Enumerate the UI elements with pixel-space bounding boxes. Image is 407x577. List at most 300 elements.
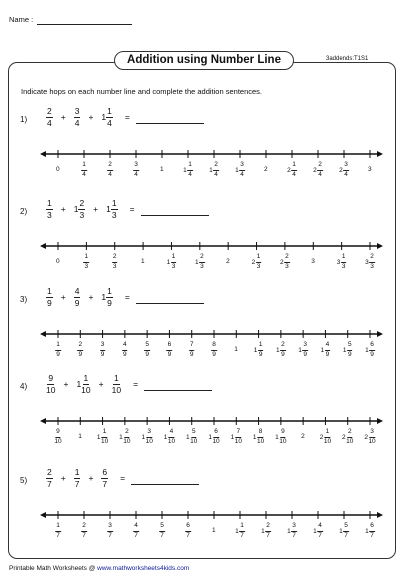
- numerator: 6: [102, 467, 108, 477]
- numerator: 4: [169, 429, 175, 438]
- denominator: 3: [370, 262, 374, 270]
- fraction: [317, 162, 323, 178]
- whole-number: 1: [208, 433, 212, 441]
- denominator: 10: [368, 437, 376, 445]
- denominator: 9: [78, 350, 83, 358]
- denominator: 10: [81, 384, 91, 395]
- worksheet-title: Addition using Number Line: [114, 51, 294, 70]
- whole-number: 1: [253, 346, 258, 354]
- denominator: 4: [107, 117, 112, 128]
- tick-label: [141, 429, 152, 445]
- tick-label: [183, 162, 193, 178]
- tick-label: [107, 523, 113, 539]
- tick-label: [112, 254, 118, 270]
- tick-label: [339, 162, 349, 178]
- fraction: [101, 429, 108, 445]
- denominator: 10: [346, 437, 354, 445]
- denominator: 9: [107, 297, 112, 308]
- answer-blank[interactable]: [141, 215, 209, 216]
- numerator: 5: [343, 523, 349, 532]
- numerator: 6: [369, 523, 375, 532]
- fraction: [54, 429, 61, 445]
- numerator: 1: [171, 254, 177, 263]
- numerator: 1: [102, 429, 108, 438]
- addend: [74, 107, 81, 127]
- tick-label: [55, 342, 61, 358]
- denominator: 9: [212, 350, 216, 358]
- fraction: [368, 429, 375, 445]
- plus-sign: +: [88, 112, 94, 122]
- whole-number: 1: [141, 258, 145, 265]
- arrow-left-icon: [40, 243, 46, 249]
- denominator: 7: [318, 531, 322, 539]
- fraction: [369, 342, 375, 358]
- fraction: [279, 429, 286, 445]
- tick-label: [167, 254, 177, 270]
- numerator: 2: [107, 162, 113, 171]
- fraction: [107, 162, 113, 178]
- fraction: [258, 342, 264, 358]
- denominator: 10: [279, 437, 287, 445]
- fraction: [280, 342, 286, 358]
- equals-sign: =: [120, 473, 126, 483]
- fraction: [213, 162, 219, 178]
- numerator: 1: [187, 162, 193, 171]
- fraction: [46, 287, 53, 307]
- numerator: 1: [256, 254, 262, 263]
- tick-label: [167, 342, 173, 358]
- tick-label: [343, 342, 353, 358]
- denominator: 7: [74, 478, 80, 489]
- plus-sign: +: [88, 292, 94, 302]
- numerator: 1: [341, 254, 347, 263]
- tick-label: [211, 342, 217, 358]
- numerator: 4: [317, 523, 323, 532]
- tick-label: [97, 429, 108, 445]
- fraction: [77, 342, 83, 358]
- denominator: 10: [111, 384, 122, 395]
- fraction: [84, 254, 90, 270]
- whole-number: 1: [252, 433, 257, 441]
- whole-number: 1: [339, 527, 343, 535]
- tick-label: [160, 166, 164, 173]
- plus-sign: +: [88, 473, 94, 483]
- numerator: 3: [369, 429, 375, 438]
- tick-label: [195, 254, 205, 270]
- whole-number: 3: [336, 258, 341, 266]
- numerator: 4: [122, 342, 128, 351]
- numerator: 2: [81, 523, 87, 532]
- problem-number: 1): [20, 115, 28, 124]
- fraction: [317, 523, 323, 539]
- addition-sentence: [46, 468, 199, 488]
- fraction: [133, 523, 139, 539]
- whole-number: 2: [287, 166, 291, 174]
- fraction: [256, 254, 262, 270]
- tick-label: [261, 523, 271, 539]
- number-line[interactable]: [0, 147, 407, 161]
- numerator: 8: [258, 429, 264, 438]
- fraction: [111, 199, 118, 219]
- whole-number: 1: [73, 204, 79, 214]
- fraction: [302, 342, 308, 358]
- fraction: [325, 342, 331, 358]
- numerator: 2: [77, 342, 83, 351]
- tick-label: [252, 254, 262, 270]
- name-label: Name :: [9, 15, 34, 24]
- fraction: [235, 429, 242, 445]
- numerator: 9: [280, 429, 286, 438]
- tick-label: [159, 523, 165, 539]
- numerator: 2: [112, 254, 118, 263]
- whole-number: 1: [101, 292, 107, 302]
- numerator: 1: [47, 286, 52, 296]
- addition-sentence: [46, 107, 204, 127]
- numerator: 3: [146, 429, 152, 438]
- denominator: 4: [47, 117, 52, 128]
- numerator: 2: [124, 429, 130, 438]
- denominator: 3: [285, 262, 289, 270]
- tick-label: [185, 523, 191, 539]
- numerator: 2: [284, 254, 290, 263]
- numerator: 8: [211, 342, 217, 351]
- numerator: 3: [74, 106, 80, 116]
- numerator: 1: [107, 286, 112, 296]
- denominator: 3: [111, 209, 117, 220]
- whole-number: 1: [287, 527, 291, 535]
- tick-label: [365, 254, 375, 270]
- whole-number: 1: [96, 433, 101, 441]
- denominator: 4: [74, 117, 80, 128]
- fraction: [122, 342, 128, 358]
- fraction: [74, 107, 81, 127]
- tick-label: [364, 429, 375, 445]
- problem-number: 2): [20, 207, 28, 216]
- denominator: 9: [74, 297, 80, 308]
- numerator: 7: [189, 342, 195, 351]
- fraction: [144, 342, 150, 358]
- tick-label: [133, 162, 139, 178]
- whole-number: 2: [339, 166, 343, 174]
- addend: [46, 107, 53, 127]
- whole-number: 1: [365, 527, 369, 535]
- arrow-right-icon: [377, 331, 383, 337]
- numerator: 1: [83, 373, 89, 383]
- tick-label: [235, 162, 245, 178]
- addend: [101, 287, 112, 307]
- whole-number: 2: [313, 166, 317, 174]
- plus-sign: +: [93, 204, 99, 214]
- denominator: 10: [101, 437, 109, 445]
- tick-label: [234, 346, 238, 353]
- numerator: 1: [84, 254, 90, 263]
- fraction: [212, 429, 219, 445]
- denominator: 4: [214, 170, 218, 178]
- fraction: [123, 429, 130, 445]
- denominator: 7: [186, 531, 190, 539]
- denominator: 7: [240, 531, 244, 539]
- fraction: [369, 254, 375, 270]
- fraction: [81, 162, 87, 178]
- denominator: 9: [303, 350, 308, 358]
- numerator: 2: [79, 198, 85, 208]
- numerator: 3: [291, 523, 297, 532]
- numerator: 2: [347, 429, 353, 438]
- denominator: 10: [46, 384, 56, 395]
- numerator: 4: [133, 523, 139, 532]
- tick-label: [144, 342, 150, 358]
- tick-label: [264, 166, 268, 173]
- whole-number: 1: [194, 258, 199, 266]
- fraction: [55, 342, 61, 358]
- numerator: 4: [325, 342, 331, 351]
- numerator: 2: [213, 162, 219, 171]
- numerator: 1: [74, 467, 80, 477]
- numerator: 2: [369, 254, 375, 263]
- whole-number: 1: [261, 527, 265, 535]
- equals-sign: =: [124, 112, 130, 122]
- numerator: 6: [213, 429, 219, 438]
- numerator: 1: [107, 106, 112, 116]
- whole-number: 2: [263, 166, 268, 173]
- fraction: [257, 429, 264, 445]
- denominator: 3: [47, 209, 52, 220]
- tick-label: [133, 523, 139, 539]
- numerator: 1: [258, 342, 264, 351]
- whole-number: 2: [319, 433, 324, 441]
- denominator: 7: [134, 531, 138, 539]
- tick-label: [311, 258, 315, 265]
- addend: [76, 374, 90, 394]
- equals-sign: =: [129, 204, 135, 214]
- denominator: 10: [167, 437, 176, 445]
- fraction: [185, 523, 191, 539]
- numerator: 1: [239, 523, 245, 532]
- whole-number: 1: [183, 166, 187, 174]
- fraction: [112, 374, 121, 394]
- numerator: 1: [47, 198, 52, 208]
- footer-brand: Printable Math Worksheets @: [9, 565, 98, 572]
- arrow-left-icon: [40, 418, 46, 424]
- denominator: 10: [123, 437, 131, 445]
- whole-number: 2: [251, 258, 256, 266]
- whole-number: 1: [209, 166, 213, 174]
- addition-sentence: [46, 374, 212, 394]
- tick-label: [337, 254, 347, 270]
- fraction: [324, 429, 331, 445]
- arrow-right-icon: [377, 243, 383, 249]
- whole-number: 1: [141, 433, 146, 441]
- answer-blank[interactable]: [136, 303, 204, 304]
- denominator: 4: [292, 170, 296, 178]
- whole-number: 1: [234, 346, 238, 353]
- tick-label: [287, 162, 297, 178]
- number-line[interactable]: [0, 414, 407, 428]
- footer-url[interactable]: www.mathworksheets4kids.com: [97, 565, 190, 572]
- tick-label: [275, 429, 286, 445]
- fraction: [106, 287, 113, 307]
- number-line[interactable]: [0, 239, 407, 253]
- equals-sign: =: [133, 379, 139, 389]
- name-line[interactable]: [37, 24, 132, 25]
- arrow-right-icon: [377, 512, 383, 518]
- tick-label: [313, 523, 323, 539]
- addition-sentence: [46, 199, 209, 219]
- number-line[interactable]: [0, 327, 407, 341]
- tick-label: [276, 342, 286, 358]
- fraction: [171, 254, 177, 270]
- fraction: [46, 199, 53, 219]
- tick-label: [122, 342, 128, 358]
- number-line[interactable]: [0, 508, 407, 522]
- whole-number: 3: [367, 166, 372, 173]
- denominator: 9: [258, 350, 263, 358]
- answer-blank[interactable]: [136, 123, 204, 124]
- whole-number: 1: [275, 346, 280, 354]
- tick-label: [365, 523, 375, 539]
- fraction: [74, 468, 81, 488]
- tick-label: [119, 429, 130, 445]
- fraction: [81, 523, 87, 539]
- fraction: [291, 162, 297, 178]
- whole-number: 2: [342, 433, 346, 441]
- fraction: [46, 374, 55, 394]
- whole-number: 1: [76, 379, 82, 389]
- fraction: [346, 429, 353, 445]
- denominator: 10: [145, 437, 153, 445]
- denominator: 3: [171, 262, 176, 270]
- fraction: [343, 523, 349, 539]
- plus-sign: +: [60, 292, 66, 302]
- addend: [101, 107, 112, 127]
- plus-sign: +: [98, 379, 104, 389]
- addend: [46, 468, 53, 488]
- whole-number: 3: [365, 258, 369, 266]
- fraction: [159, 523, 165, 539]
- fraction: [211, 342, 217, 358]
- fraction: [343, 162, 349, 178]
- fraction: [369, 523, 375, 539]
- answer-blank[interactable]: [144, 390, 212, 391]
- whole-number: 1: [211, 527, 216, 534]
- problem-number: 3): [20, 295, 28, 304]
- fraction: [239, 523, 245, 539]
- denominator: 10: [323, 437, 332, 445]
- numerator: 2: [317, 162, 323, 171]
- numerator: 7: [236, 429, 242, 438]
- problem-number: 5): [20, 476, 28, 485]
- denominator: 4: [344, 170, 348, 178]
- numerator: 9: [48, 373, 54, 383]
- answer-blank[interactable]: [131, 484, 199, 485]
- whole-number: 1: [186, 433, 190, 441]
- numerator: 5: [191, 429, 197, 438]
- numerator: 2: [47, 106, 52, 116]
- fraction: [146, 429, 153, 445]
- numerator: 4: [74, 286, 80, 296]
- whole-number: 2: [226, 258, 230, 265]
- plus-sign: +: [60, 473, 66, 483]
- fraction: [291, 523, 297, 539]
- arrow-right-icon: [377, 151, 383, 157]
- denominator: 3: [341, 262, 346, 270]
- tick-label: [301, 433, 305, 440]
- tick-label: [368, 166, 372, 173]
- fraction: [167, 342, 173, 358]
- tick-label: [55, 523, 61, 539]
- tick-label: [212, 527, 216, 534]
- fraction: [168, 429, 175, 445]
- fraction: [55, 523, 61, 539]
- numerator: 2: [280, 342, 286, 351]
- fraction: [78, 199, 85, 219]
- plus-sign: +: [60, 204, 66, 214]
- denominator: 7: [292, 531, 296, 539]
- fraction: [74, 287, 81, 307]
- numerator: 1: [55, 523, 61, 532]
- whole-number: 3: [311, 258, 315, 265]
- denominator: 9: [47, 297, 52, 308]
- denominator: 9: [347, 350, 352, 358]
- denominator: 9: [189, 350, 194, 358]
- denominator: 4: [318, 170, 322, 178]
- fraction: [106, 107, 113, 127]
- fraction: [133, 162, 139, 178]
- numerator: 1: [325, 429, 331, 438]
- denominator: 7: [370, 531, 374, 539]
- denominator: 9: [370, 350, 374, 358]
- tick-label: [54, 429, 61, 445]
- tick-label: [164, 429, 175, 445]
- numerator: 5: [144, 342, 150, 351]
- denominator: 4: [82, 170, 86, 178]
- plus-sign: +: [60, 112, 66, 122]
- fraction: [190, 429, 197, 445]
- numerator: 3: [107, 523, 113, 532]
- fraction: [347, 342, 353, 358]
- numerator: 1: [55, 342, 61, 351]
- tick-label: [365, 342, 375, 358]
- numerator: 2: [199, 254, 205, 263]
- whole-number: 2: [301, 433, 305, 440]
- addition-sentence: [46, 287, 204, 307]
- denominator: 10: [190, 437, 198, 445]
- whole-number: 1: [166, 258, 171, 266]
- tick-label: [339, 523, 349, 539]
- numerator: 1: [113, 373, 119, 383]
- addend: [74, 287, 81, 307]
- tick-label: [100, 342, 106, 358]
- equals-sign: =: [124, 292, 130, 302]
- whole-number: 2: [364, 433, 368, 441]
- denominator: 3: [112, 262, 117, 270]
- tick-label: [321, 342, 331, 358]
- whole-number: 1: [275, 433, 279, 441]
- denominator: 10: [257, 437, 265, 445]
- whole-number: 1: [342, 346, 347, 354]
- denominator: 3: [256, 262, 261, 270]
- denominator: 3: [79, 209, 85, 220]
- numerator: 2: [265, 523, 271, 532]
- denominator: 7: [160, 531, 164, 539]
- tick-label: [298, 342, 308, 358]
- tick-label: [107, 162, 113, 178]
- fraction: [46, 107, 53, 127]
- tick-label: [280, 254, 290, 270]
- addend: [74, 468, 81, 488]
- denominator: 4: [188, 170, 192, 178]
- tick-label: [77, 342, 83, 358]
